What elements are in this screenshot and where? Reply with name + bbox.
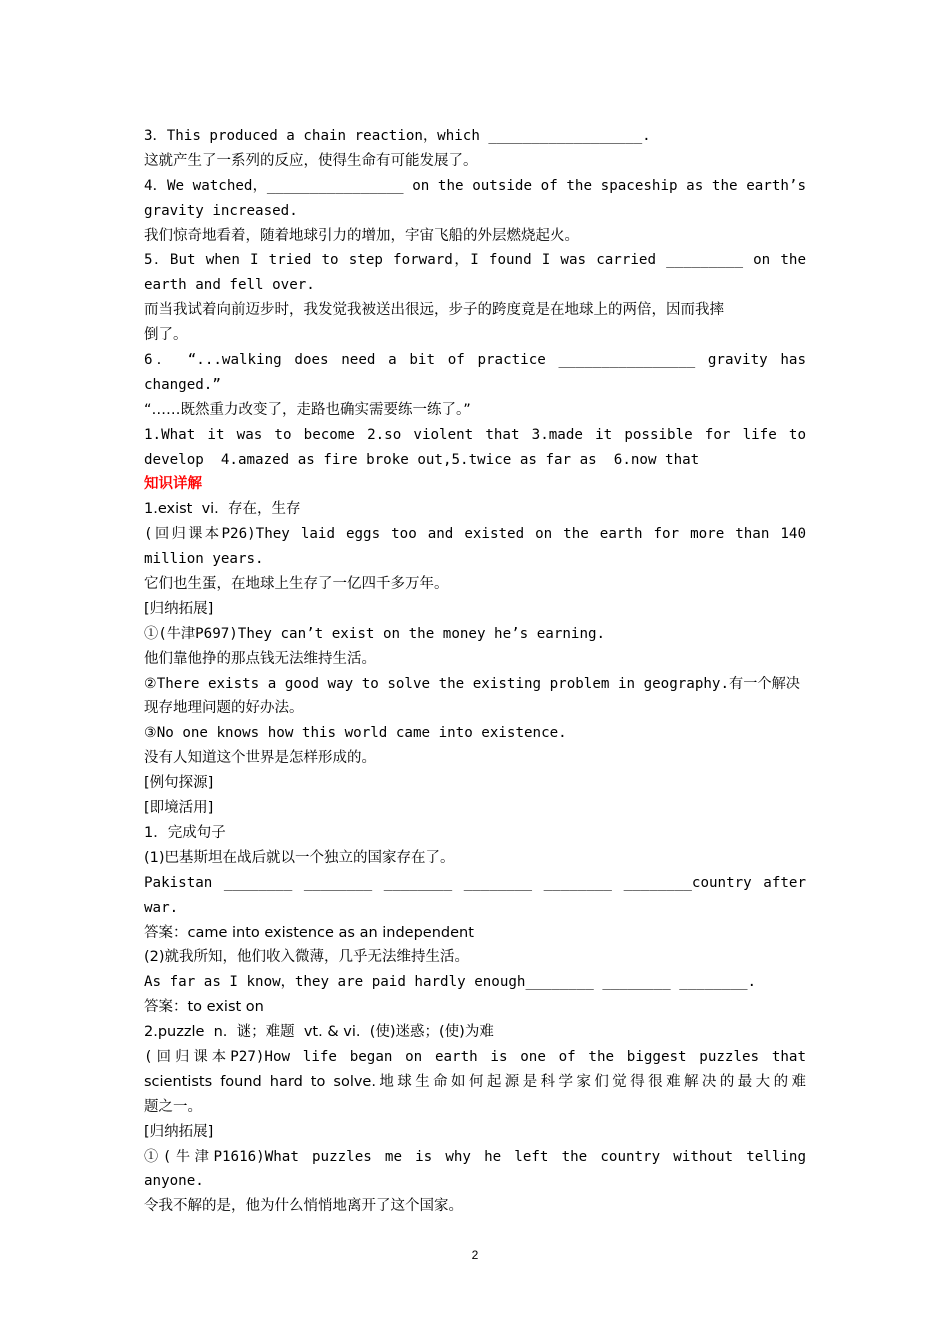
- puzzle-textbook-example: (回归课本P27)How life began on earth is one of the biggest puzzles that: [144, 1048, 806, 1065]
- label-source: [例句探源]: [144, 775, 214, 792]
- exercise-1-prompt: (1)巴基斯坦在战后就以一个独立的国家存在了。: [144, 849, 455, 866]
- question-6-cont: changed.”: [144, 376, 221, 393]
- exist-example-3: ③No one knows how this world came into existence.: [144, 725, 567, 742]
- question-4-translation: 我们惊奇地看着，随着地球引力的增加，宇宙飞船的外层燃烧起火。: [144, 227, 579, 244]
- answers-line: 1.What it was to become 2.so violent that 3.made it possible for life to: [144, 426, 806, 443]
- question-4-cont: gravity increased.: [144, 202, 298, 219]
- label-summary: [归纳拓展]: [144, 600, 214, 617]
- exercise-title: 1．完成句子: [144, 824, 226, 841]
- exercise-2-sentence: As far as I know，they are paid hardly enough________ ________ ________.: [144, 974, 757, 991]
- exist-textbook-translation: 它们也生蛋，在地球上生存了一亿四千多万年。: [144, 576, 449, 593]
- exist-example-2-cont: 现存地理问题的好办法。: [144, 700, 304, 717]
- exercise-1-sentence-cont: war.: [144, 899, 179, 916]
- exist-example-2: ②There exists a good way to solve the existing problem in geography.有一个解决: [144, 675, 800, 692]
- exercise-1-sentence: Pakistan ________ ________ ________ ________ ________ ________country after: [144, 874, 806, 891]
- puzzle-example-1-cont: anyone.: [144, 1173, 204, 1190]
- question-6-translation: “……既然重力改变了，走路也确实需要练一练了。”: [144, 401, 471, 418]
- exercise-2-prompt: (2)就我所知，他们收入微薄，几乎无法维持生活。: [144, 949, 470, 966]
- vocab-exist: 1.exist vi. 存在，生存: [144, 501, 301, 518]
- exist-example-3-translation: 没有人知道这个世界是怎样形成的。: [144, 750, 376, 767]
- exercise-2-answer: 答案：to exist on: [144, 999, 264, 1016]
- section-heading: 知识详解: [144, 476, 202, 493]
- exist-example-1-translation: 他们靠他挣的那点钱无法维持生活。: [144, 650, 376, 667]
- exist-textbook-example-cont: million years.: [144, 551, 264, 568]
- vocab-puzzle: 2.puzzle n. 谜；难题 vt. & vi. (使)迷惑；(使)为难: [144, 1024, 494, 1041]
- exercise-1-answer: 答案：came into existence as an independent: [144, 924, 474, 941]
- puzzle-textbook-translation-cont: 题之一。: [144, 1098, 202, 1115]
- exist-example-1: ①(牛津P697)They can’t exist on the money he’s earning.: [144, 625, 606, 642]
- puzzle-example-1: ①(牛津P1616)What puzzles me is why he left the country without telling: [144, 1148, 806, 1165]
- question-5-translation: 而当我试着向前迈步时，我发觉我被送出很远，步子的跨度竟是在地球上的两倍，因而我摔: [144, 302, 724, 319]
- page-number: 2: [471, 1248, 479, 1262]
- document-body: [144, 124, 806, 1219]
- puzzle-textbook-example-cont: scientists found hard to solve.地球生命如何起源是科学家们觉得很难解决的最大的难: [144, 1073, 806, 1090]
- puzzle-example-1-translation: 令我不解的是，他为什么悄悄地离开了这个国家。: [144, 1198, 463, 1215]
- question-4: 4．We watched，________________ on the outside of the spaceship as the earth’s: [144, 177, 806, 194]
- label-summary-2: [归纳拓展]: [144, 1123, 214, 1140]
- question-6: 6． “...walking does need a bit of practice ________________ gravity has: [144, 352, 806, 369]
- answers-line-cont: develop 4.amazed as fire broke out,5.twice as far as 6.now that: [144, 451, 700, 468]
- question-5-cont: earth and fell over.: [144, 277, 315, 294]
- question-3: 3．This produced a chain reaction，which __________________.: [144, 128, 651, 144]
- exist-textbook-example: (回归课本P26)They laid eggs too and existed on the earth for more than 140: [144, 526, 806, 543]
- question-5-translation-cont: 倒了。: [144, 327, 188, 344]
- question-3-translation: 这就产生了一系列的反应，使得生命有可能发展了。: [144, 152, 478, 169]
- question-5: 5．But when I tried to step forward，I found I was carried _________ on the: [144, 252, 806, 269]
- label-practice: [即境活用]: [144, 800, 214, 817]
